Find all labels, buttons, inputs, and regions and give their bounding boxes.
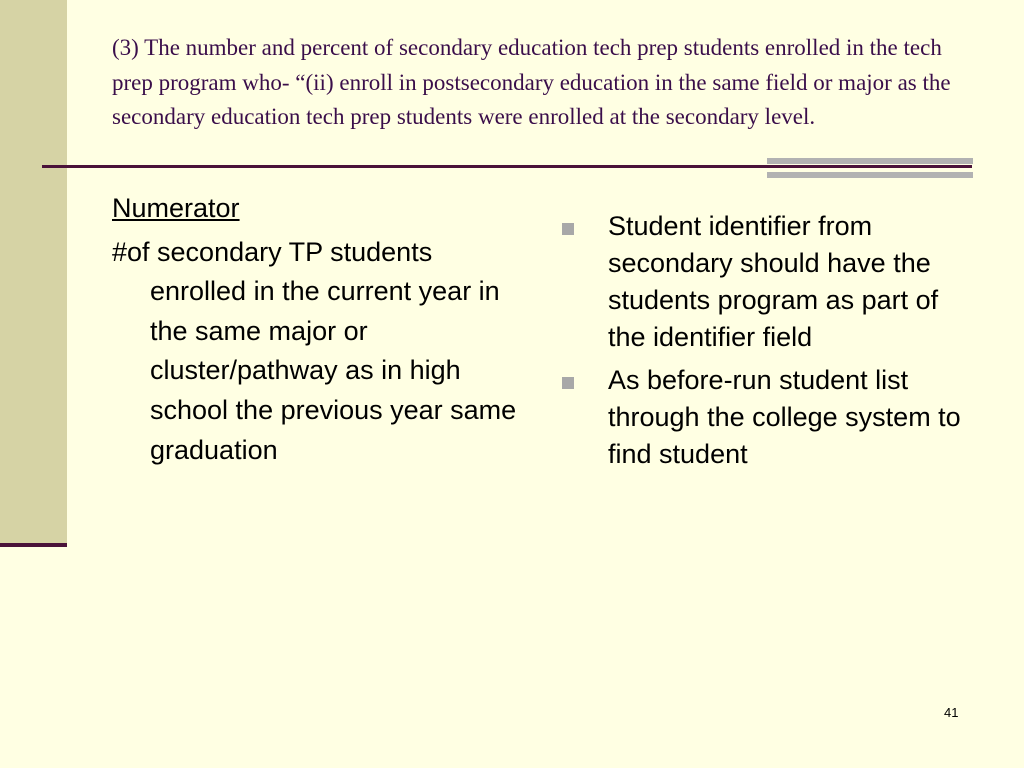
slide-number: 41 (944, 705, 959, 720)
bullet-text: Student identifier from secondary should have the students program as part of the identifier field (608, 211, 939, 352)
square-bullet-icon (562, 377, 574, 389)
bullet-text: As before-run student list through the college system to find student (608, 365, 961, 469)
numerator-heading: Numerator (112, 193, 240, 223)
square-bullet-icon (562, 223, 574, 235)
bullet-item (560, 208, 980, 356)
bullet-list (560, 208, 980, 479)
accent-bar-bottom (767, 172, 973, 178)
bullet-item (560, 362, 980, 473)
accent-bar-top (767, 158, 973, 164)
numerator-section (112, 189, 532, 470)
title-divider (42, 165, 972, 168)
numerator-description: #of secondary TP students enrolled in the current year in the same major or cluster/pathway as in high school the previous year same graduation (112, 236, 517, 465)
left-decor-bar (0, 0, 67, 545)
left-decor-rule (0, 543, 67, 547)
slide-title: (3) The number and percent of secondary education tech prep students enrolled in the tech prep program who- “(ii) enroll in postsecondary education in the same field or major as the secondary education tech prep students were enrolled at the secondary level. (112, 35, 951, 129)
